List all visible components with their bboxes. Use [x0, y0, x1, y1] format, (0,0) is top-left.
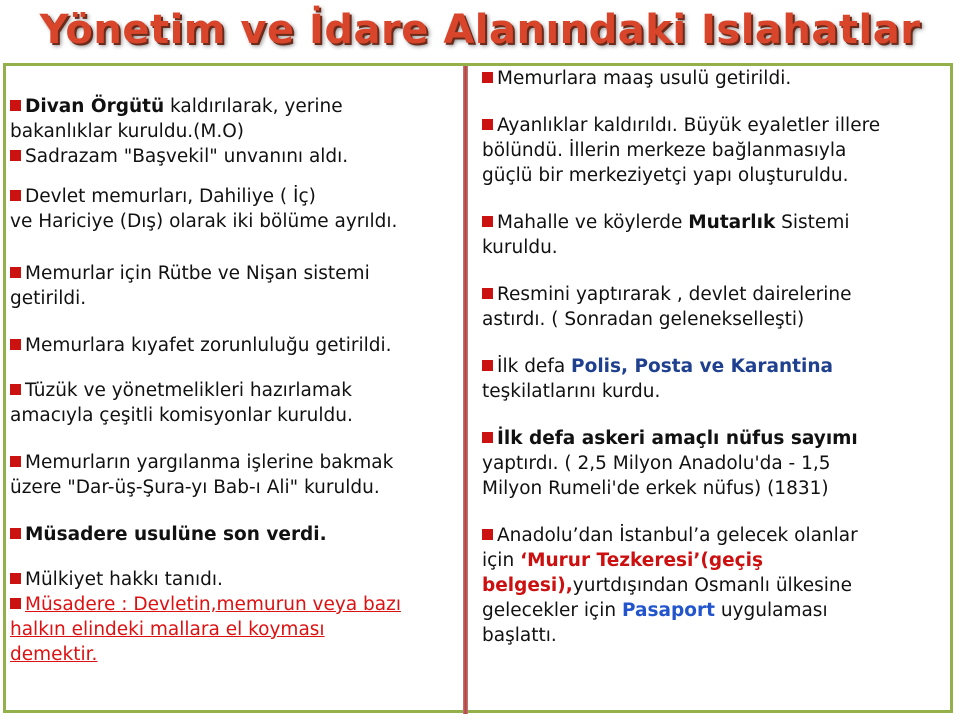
list-item: Mahalle ve köylerde Mutarlık Sistemi kuruldu.	[482, 212, 850, 258]
list-item: Memurların yargılanma işlerine bakmak üzere "Dar-üş-Şura-yı Bab-ı Ali" kuruldu.	[10, 452, 394, 498]
list-item: Devlet memurları, Dahiliye ( İç) ve Hariciye (Dış) olarak iki bölüme ayrıldı.	[10, 186, 398, 232]
definition-note: Müsadere : Devletin,memurun veya bazı halkın elindeki mallara el koyması demektir.	[10, 594, 401, 665]
list-item: Ayanlıklar kaldırıldı. Büyük eyaletler illere bölündü. İllerin merkeze bağlanmasıyla güçlü bir merkeziyetçi yapı oluşturuldu.	[482, 115, 881, 186]
bullet-square-icon	[482, 360, 493, 371]
bullet-square-icon	[10, 598, 21, 609]
bullet-square-icon	[10, 267, 21, 278]
column-divider	[463, 66, 468, 714]
list-item: Sadrazam "Başvekil" unvanını aldı.	[10, 144, 462, 169]
bullet-square-icon	[10, 150, 21, 161]
list-item: İlk defa askeri amaçlı nüfus sayımı yaptırdı. ( 2,5 Milyon Anadolu'da - 1,5 Milyon Rumeli'de erkek nüfus) (1831)	[482, 428, 858, 499]
bullet-square-icon	[10, 100, 21, 111]
list-item: İlk defa Polis, Posta ve Karantina teşkilatlarını kurdu.	[482, 356, 834, 402]
list-item: Memurlara kıyafet zorunluluğu getirildi.	[10, 333, 462, 358]
bullet-square-icon	[482, 72, 493, 83]
list-item: Resmini yaptırarak , devlet dairelerine astırdı. ( Sonradan gelenekselleşti)	[482, 284, 852, 330]
right-column	[482, 66, 952, 648]
bullet-square-icon	[10, 384, 21, 395]
bullet-square-icon	[482, 216, 493, 227]
bullet-square-icon	[482, 119, 493, 130]
list-item: Tüzük ve yönetmelikleri hazırlamak amacıyla çeşitli komisyonlar kuruldu.	[10, 380, 353, 426]
list-item: Müsadere usulüne son verdi.	[10, 522, 462, 547]
list-item: Divan Örgütü kaldırılarak, yerine bakanlıklar kuruldu.(M.O)	[10, 96, 343, 142]
bullet-square-icon	[10, 573, 21, 584]
page-title: Yönetim ve İdare Alanındaki Islahatlar	[39, 7, 921, 53]
list-item: Memurlar için Rütbe ve Nişan sistemi getirildi.	[10, 263, 370, 309]
list-item: Memurlara maaş usulü getirildi.	[482, 66, 952, 91]
list-item: Mülkiyet hakkı tanıdı.	[10, 567, 462, 592]
bullet-square-icon	[482, 288, 493, 299]
bullet-square-icon	[10, 339, 21, 350]
left-column	[10, 66, 462, 667]
bullet-square-icon	[482, 432, 493, 443]
bullet-square-icon	[10, 456, 21, 467]
bullet-square-icon	[10, 190, 21, 201]
list-item: Anadolu’dan İstanbul’a gelecek olanlar için ‘Murur Tezkeresi’(geçiş belgesi),yurtdışından Osmanlı ülkesine gelecekler için Pasaport uygulaması başlattı.	[482, 525, 858, 646]
bullet-square-icon	[10, 528, 21, 539]
bullet-square-icon	[482, 529, 493, 540]
